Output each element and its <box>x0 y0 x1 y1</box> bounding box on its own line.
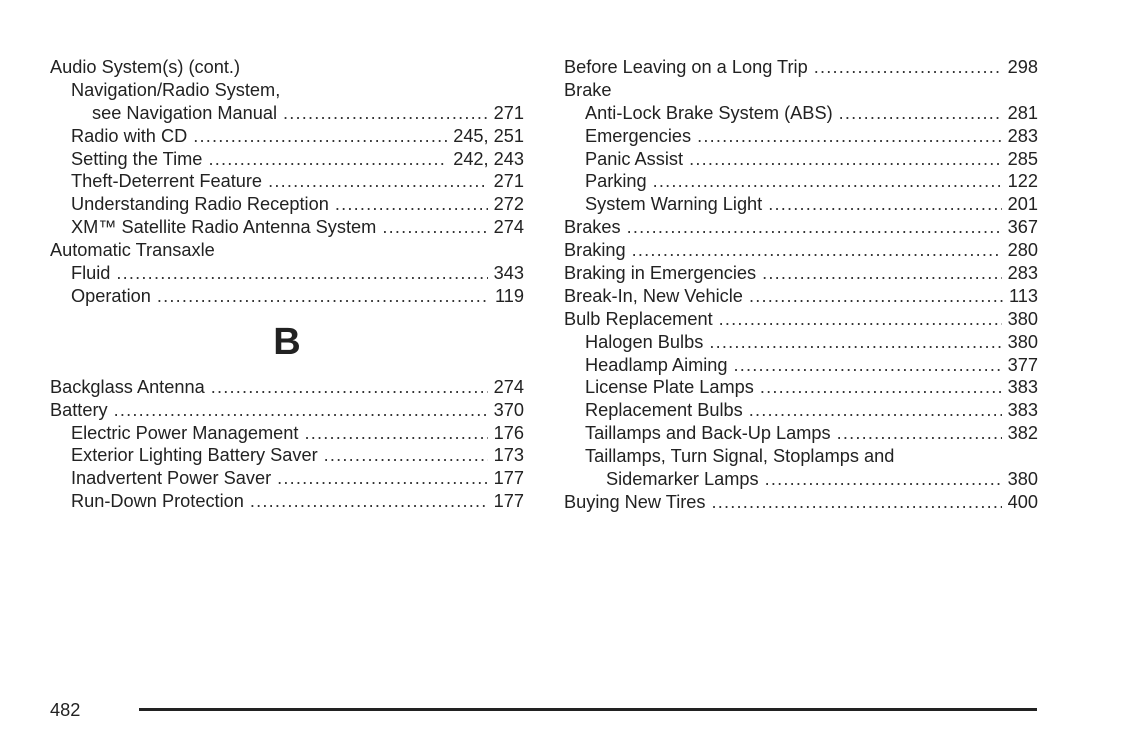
index-entry <box>50 467 524 490</box>
dot-leader <box>250 490 488 513</box>
index-entry <box>50 56 524 79</box>
entry-page-number: 380 <box>1007 308 1038 329</box>
index-entry <box>50 262 524 285</box>
entry-page-number: 367 <box>1007 217 1038 238</box>
index-entry <box>50 216 524 239</box>
dot-leader <box>719 308 1002 331</box>
dot-leader <box>839 102 1002 125</box>
dot-leader <box>734 354 1002 377</box>
entry-label: Anti-Lock Brake System (ABS) <box>585 102 833 123</box>
index-entry <box>564 308 1038 331</box>
index-entry <box>50 170 524 193</box>
index-entry <box>564 422 1038 445</box>
index-entry <box>564 170 1038 193</box>
index-entry <box>564 331 1038 354</box>
entry-page-number: 380 <box>1007 331 1038 352</box>
entry-page-number: 400 <box>1007 491 1038 512</box>
entry-page-number: 377 <box>1007 354 1038 375</box>
index-entry <box>564 262 1038 285</box>
entry-label: System Warning Light <box>585 194 763 215</box>
index-entry <box>564 354 1038 377</box>
dot-leader <box>268 170 488 193</box>
entry-page-number: 283 <box>1007 263 1038 284</box>
entry-label: Electric Power Management <box>71 422 299 443</box>
entry-label: Understanding Radio Reception <box>71 194 329 215</box>
index-entry <box>50 148 524 171</box>
entry-page-number: 173 <box>493 445 524 466</box>
entry-label: see Navigation Manual <box>92 102 278 123</box>
dot-leader <box>749 399 1002 422</box>
entry-label: XM™ Satellite Radio Antenna System <box>71 217 377 238</box>
entry-label: Break-In, New Vehicle <box>564 285 743 306</box>
dot-leader <box>208 148 447 171</box>
dot-leader <box>689 148 1002 171</box>
entry-page-number: 281 <box>1007 102 1038 123</box>
entry-page-number: 122 <box>1007 171 1038 192</box>
entry-page-number: 380 <box>1007 469 1038 490</box>
entry-page-number: 245, 251 <box>453 125 524 146</box>
dot-leader <box>324 444 488 467</box>
dot-leader <box>277 467 487 490</box>
entry-label: Sidemarker Lamps <box>606 469 759 490</box>
entry-label: Bulb Replacement <box>564 308 713 329</box>
index-entry <box>564 102 1038 125</box>
entry-label: Brake <box>564 79 612 100</box>
dot-leader <box>837 422 1002 445</box>
entry-page-number: 177 <box>493 468 524 489</box>
entry-label: Buying New Tires <box>564 491 706 512</box>
index-entry <box>50 399 524 422</box>
entry-label: Theft-Deterrent Feature <box>71 171 263 192</box>
entry-label: Run-Down Protection <box>71 491 244 512</box>
entry-label: Inadvertent Power Saver <box>71 468 272 489</box>
index-entry <box>564 445 1038 468</box>
dot-leader <box>712 491 1002 514</box>
entry-page-number: 285 <box>1007 148 1038 169</box>
entry-page-number: 113 <box>1009 285 1038 306</box>
entry-label: Exterior Lighting Battery Saver <box>71 445 318 466</box>
dot-leader <box>157 285 489 308</box>
entry-page-number: 370 <box>493 399 524 420</box>
dot-leader <box>283 102 488 125</box>
index-entry <box>50 239 524 262</box>
section-heading: B <box>273 320 301 363</box>
index-entry <box>564 56 1038 79</box>
entry-label: Automatic Transaxle <box>50 240 215 261</box>
entry-page-number: 298 <box>1007 57 1038 77</box>
index-entry <box>50 193 524 216</box>
index-column-right <box>564 56 1038 514</box>
index-entry <box>50 490 524 513</box>
entry-page-number: 271 <box>493 171 524 192</box>
entry-page-number: 343 <box>493 263 524 284</box>
entry-page-number: 383 <box>1007 377 1038 398</box>
entry-page-number: 383 <box>1007 400 1038 421</box>
index-entry <box>564 239 1038 262</box>
index-entry <box>564 399 1038 422</box>
dot-leader <box>709 331 1001 354</box>
index-entry <box>564 148 1038 171</box>
entry-label: Headlamp Aiming <box>585 354 728 375</box>
dot-leader <box>211 376 488 399</box>
entry-page-number: 176 <box>493 422 524 443</box>
entry-label: License Plate Lamps <box>585 377 754 398</box>
index-entry <box>564 285 1038 308</box>
index-entry <box>564 491 1038 514</box>
dot-leader <box>627 216 1002 239</box>
dot-leader <box>335 193 488 216</box>
entry-label: Braking in Emergencies <box>564 263 757 284</box>
dot-leader <box>768 193 1001 216</box>
dot-leader <box>760 376 1002 399</box>
entry-label: Taillamps, Turn Signal, Stoplamps and <box>585 446 895 467</box>
entry-label: Battery <box>50 399 108 420</box>
dot-leader <box>697 125 1001 148</box>
entry-label: Backglass Antenna <box>50 376 205 397</box>
index-entry <box>564 79 1038 102</box>
index-entry <box>50 125 524 148</box>
dot-leader <box>632 239 1002 262</box>
dot-leader <box>114 399 488 422</box>
index-entry <box>50 376 524 399</box>
dot-leader <box>765 468 1002 491</box>
dot-leader <box>814 56 1002 79</box>
index-entry <box>564 193 1038 216</box>
entry-page-number: 201 <box>1007 194 1038 215</box>
entry-label: Audio System(s) (cont.) <box>50 57 241 77</box>
dot-leader <box>116 262 487 285</box>
entry-label: Panic Assist <box>585 148 684 169</box>
entry-page-number: 271 <box>493 102 524 123</box>
entry-page-number: 274 <box>493 217 524 238</box>
index-column-left <box>50 56 524 513</box>
entry-page-number: 283 <box>1007 125 1038 146</box>
entry-label: Braking <box>564 240 626 261</box>
entry-label: Fluid <box>71 263 111 284</box>
index-entry <box>564 216 1038 239</box>
index-entry <box>50 285 524 308</box>
entry-page-number: 177 <box>493 491 524 512</box>
entry-label: Parking <box>585 171 647 192</box>
dot-leader <box>749 285 1003 308</box>
entry-page-number: 274 <box>493 376 524 397</box>
index-entry <box>50 444 524 467</box>
index-entry <box>50 102 524 125</box>
index-entry <box>564 468 1038 491</box>
entry-label: Replacement Bulbs <box>585 400 743 421</box>
entry-label: Navigation/Radio System, <box>71 79 281 100</box>
entry-page-number: 272 <box>493 194 524 215</box>
page-number: 482 <box>50 700 81 720</box>
index-entry <box>564 376 1038 399</box>
dot-leader <box>762 262 1002 285</box>
entry-label: Setting the Time <box>71 148 203 169</box>
entry-label: Operation <box>71 285 151 306</box>
entry-page-number: 280 <box>1007 240 1038 261</box>
entry-label: Emergencies <box>585 125 692 146</box>
index-entry <box>50 79 524 102</box>
dot-leader <box>382 216 487 239</box>
entry-label: Brakes <box>564 217 621 238</box>
index-entry <box>50 422 524 445</box>
dot-leader <box>193 125 447 148</box>
entry-page-number: 119 <box>495 285 524 306</box>
dot-leader <box>653 170 1002 193</box>
entry-page-number: 242, 243 <box>453 148 524 169</box>
footer-rule <box>139 708 1037 711</box>
dot-leader <box>304 422 487 445</box>
entry-label: Taillamps and Back-Up Lamps <box>585 423 831 444</box>
entry-page-number: 382 <box>1007 423 1038 444</box>
index-entry <box>564 125 1038 148</box>
entry-label: Before Leaving on a Long Trip <box>564 57 808 77</box>
entry-label: Halogen Bulbs <box>585 331 704 352</box>
entry-label: Radio with CD <box>71 125 188 146</box>
